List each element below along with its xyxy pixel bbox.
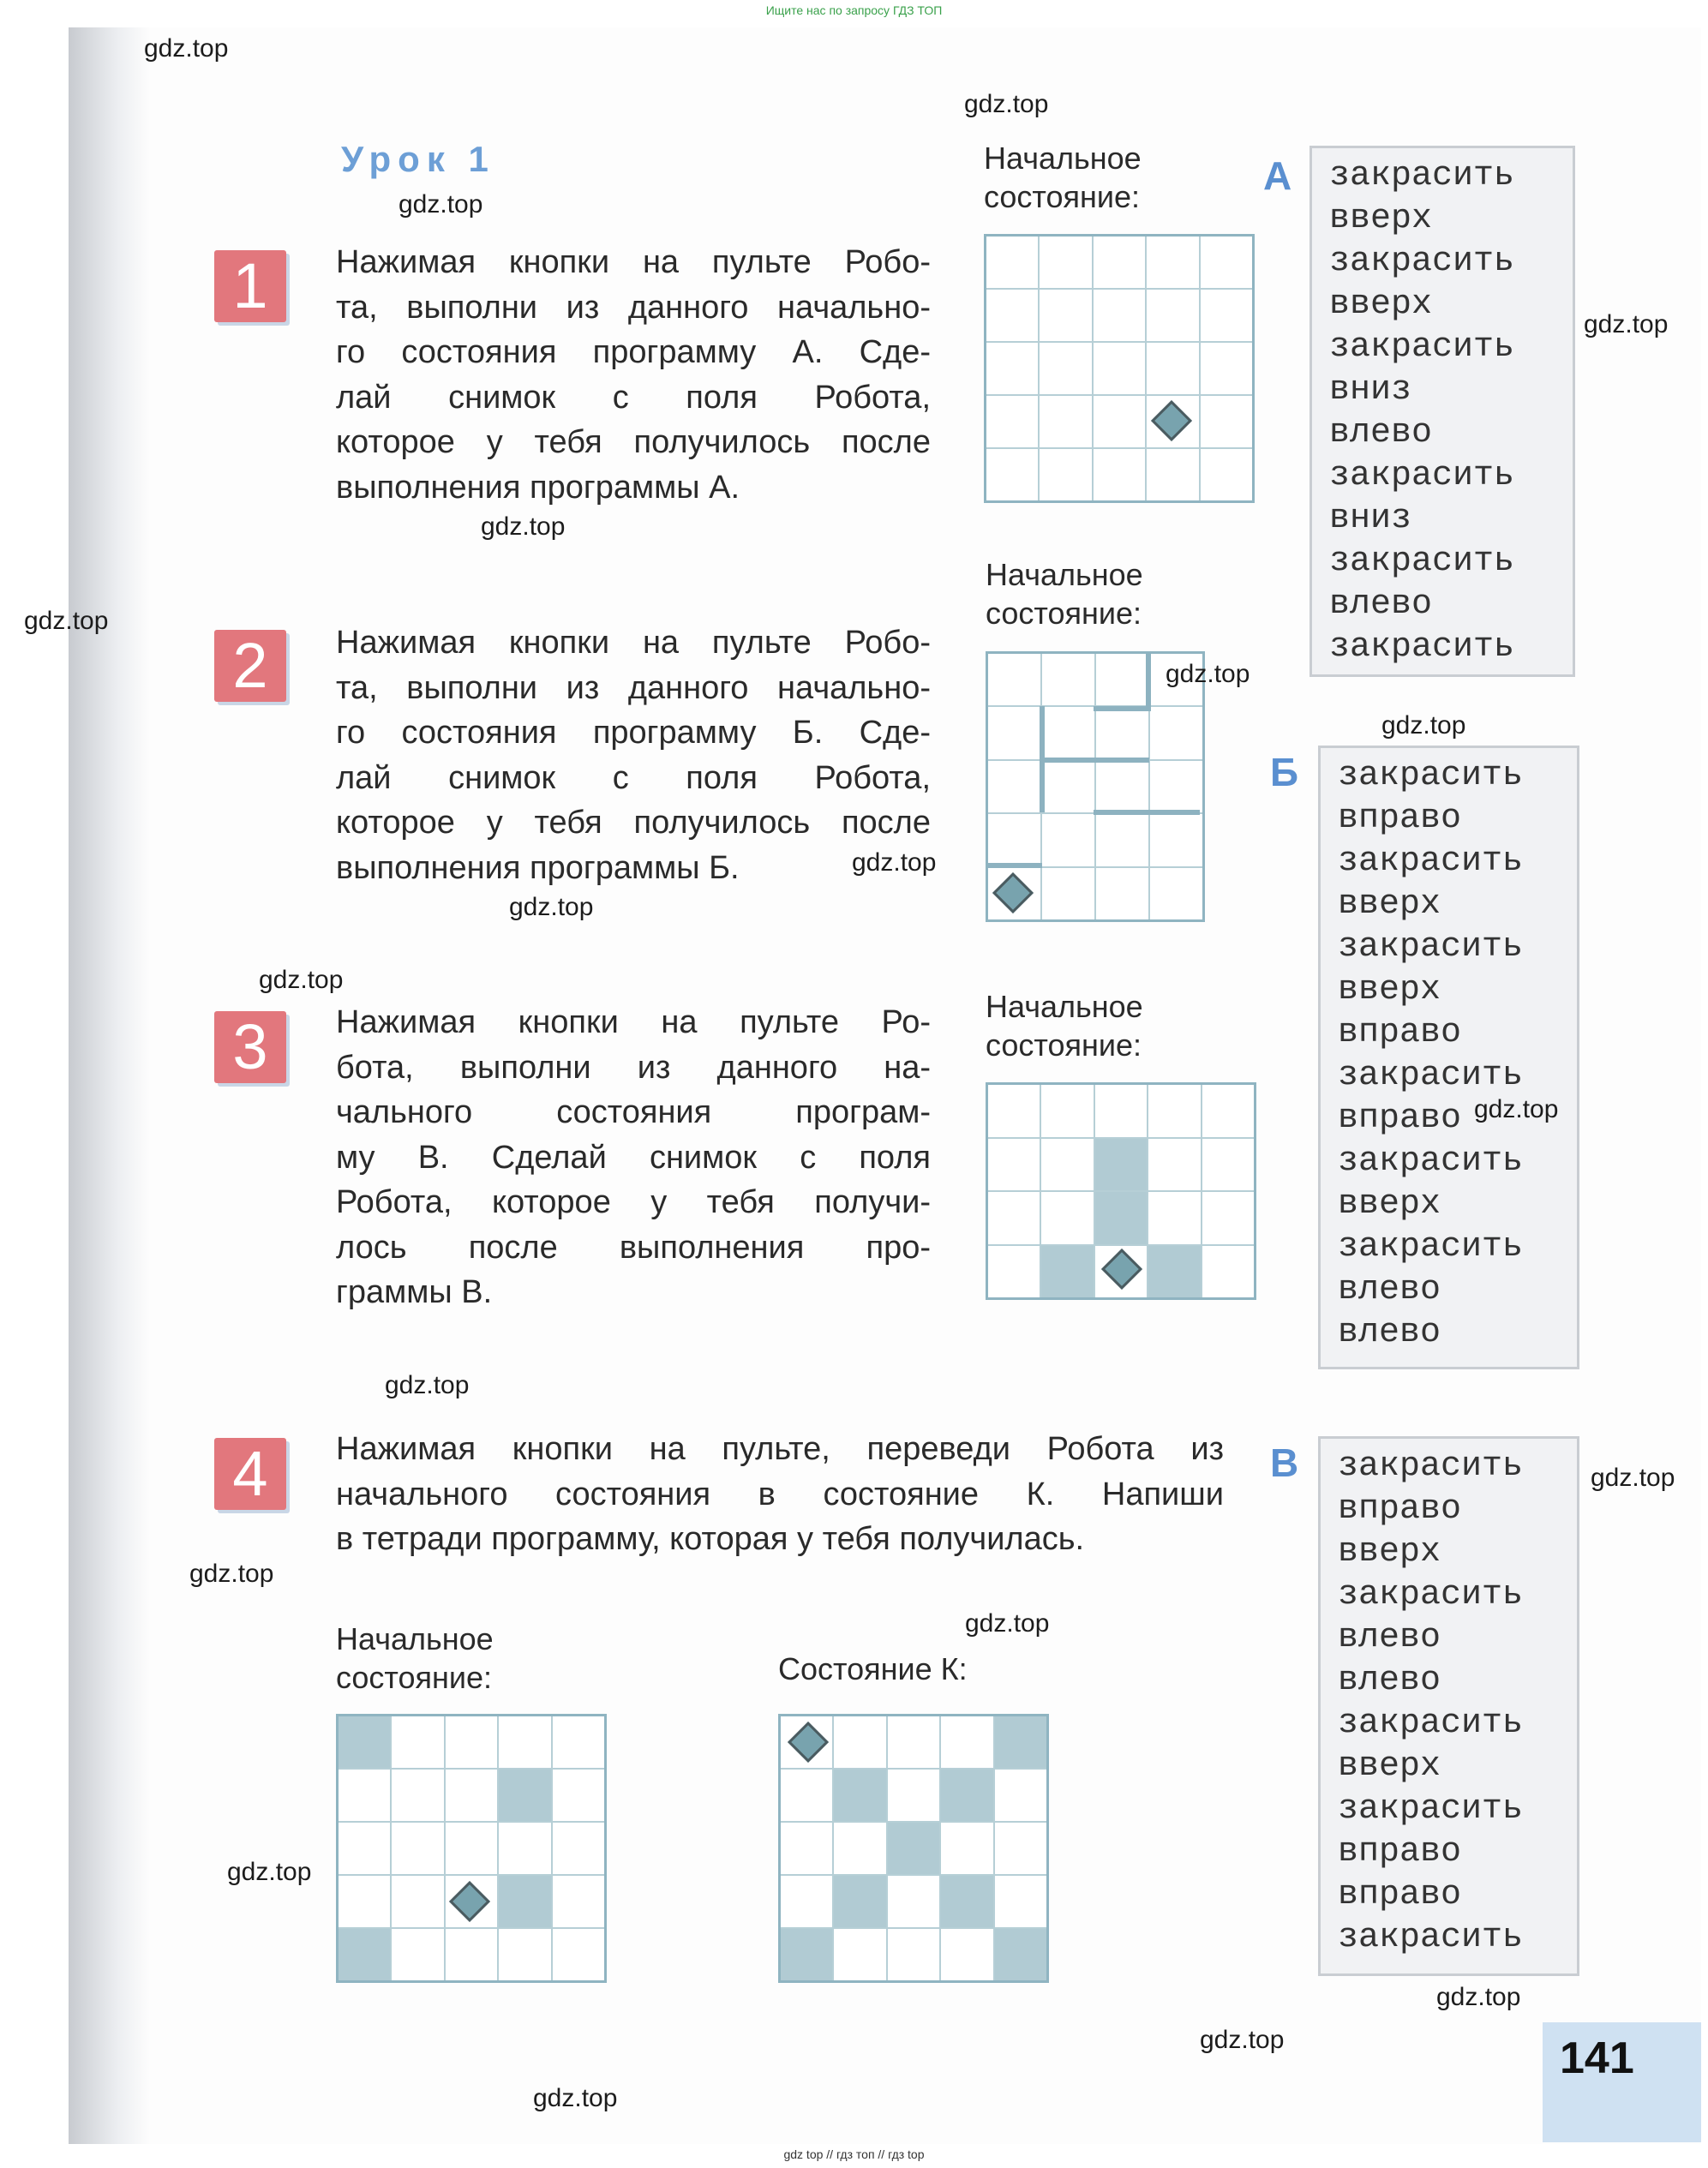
program-b-box [1318,746,1579,1369]
program-command: закрасить [1338,842,1524,881]
watermark: gdz.top [259,966,344,994]
bottom-banner: gdz top // гдз топ // гдз top [783,2147,925,2161]
program-command: закрасить [1338,1142,1524,1181]
task-1-number: 1 [214,250,286,322]
task-1-line: лай снимок с поля Робота, [336,379,931,416]
state-label-line1: Начальное [336,1621,494,1656]
program-command: влево [1338,1662,1441,1700]
task-2-line: го состояния программу Б. Сде- [336,715,931,751]
page-binding-shadow [69,27,150,2144]
program-command: влево [1329,585,1433,624]
page-number: 141 [1560,2033,1634,2083]
watermark: gdz.top [227,1858,312,1886]
program-command: вправо [1338,1490,1462,1529]
program-b-letter: Б [1270,750,1299,794]
watermark: gdz.top [509,893,594,921]
task-4-line: в тетради программу, которая у тебя получилась. [336,1521,1085,1557]
program-command: влево [1338,1271,1441,1309]
program-command: вверх [1338,1747,1441,1786]
program-command: вверх [1329,285,1433,324]
task-1-line: Нажимая кнопки на пульте Робо- [336,244,931,280]
watermark: gdz.top [1166,660,1250,688]
program-command: закрасить [1338,1057,1524,1095]
program-command: закрасить [1329,457,1515,495]
watermark: gdz.top [965,1609,1050,1638]
program-command: закрасить [1338,757,1524,795]
program-command: вверх [1338,1533,1441,1572]
task-2-line: которое у тебя получилось после [336,805,931,841]
program-v-box [1318,1436,1579,1976]
watermark: gdz.top [189,1560,274,1588]
task-1-line: та, выполни из данного начально- [336,289,931,326]
watermark: gdz.top [399,190,483,219]
task-2-line: выполнения программы Б. [336,849,740,886]
state-label-line1: Начальное [986,989,1143,1024]
field-wall [1040,758,1149,763]
task-1-state-label [984,139,1142,216]
watermark: gdz.top [1584,310,1669,338]
state-label-line2: состояние: [984,179,1141,214]
watermark: gdz.top [1436,1983,1521,2011]
task-1-line: которое у тебя получилось после [336,424,931,460]
program-command: закрасить [1338,1919,1524,1957]
task-4-text [336,1427,1224,1562]
watermark: gdz.top [1474,1095,1559,1123]
program-command: вверх [1338,885,1441,924]
watermark: gdz.top [852,848,937,877]
task-4-initial-grid [336,1714,607,1983]
task-3-line: Нажимая кнопки на пульте Ро- [336,1004,931,1040]
program-command: вправо [1338,1833,1462,1872]
task-3-line: чального состояния програм- [336,1094,931,1130]
program-a-letter: А [1263,153,1292,198]
program-command: закрасить [1329,628,1515,667]
state-label-line2: состояние: [986,1027,1142,1063]
watermark: gdz.top [964,90,1049,118]
task-1-text [336,240,931,510]
program-a-box [1309,146,1575,677]
watermark: gdz.top [385,1371,470,1399]
task-4-state-k-grid [778,1714,1049,1983]
task-3-state-label [986,987,1143,1064]
watermark: gdz.top [1591,1464,1675,1492]
top-banner: Ищите нас по запросу ГДЗ ТОП [765,3,943,17]
watermark: gdz.top [533,2084,618,2112]
task-3-line: бота, выполни из данного на- [336,1049,931,1086]
program-command: вверх [1338,971,1441,1009]
field-wall [1094,706,1151,711]
program-command: вниз [1329,371,1412,410]
program-command: закрасить [1329,328,1515,367]
program-command: закрасить [1338,1576,1524,1614]
program-v-letter: В [1270,1440,1299,1485]
watermark: gdz.top [24,607,109,635]
program-command: влево [1338,1314,1441,1352]
lesson-title: Урок 1 [341,139,495,179]
watermark: gdz.top [481,512,566,541]
program-command: закрасить [1338,1228,1524,1267]
task-2-line: Нажимая кнопки на пульте Робо- [336,625,931,661]
program-command: закрасить [1338,1790,1524,1829]
program-command: вправо [1338,1876,1462,1914]
task-3-line: Робота, которое у тебя получи- [336,1184,931,1220]
task-3-line: граммы В. [336,1274,493,1310]
program-command: закрасить [1338,928,1524,967]
task-2-number: 2 [214,630,286,702]
task-3-line: му В. Сделай снимок с поля [336,1139,931,1176]
task-4-number: 4 [214,1438,286,1510]
program-command: вправо [1338,800,1462,838]
task-2-line: лай снимок с поля Робота, [336,759,931,796]
watermark: gdz.top [1200,2026,1285,2054]
task-2-line: та, выполни из данного начально- [336,669,931,706]
state-label-line1: Начальное [984,141,1142,176]
program-command: закрасить [1338,1704,1524,1743]
task-1-field-grid [984,234,1255,503]
program-command: вверх [1338,1185,1441,1224]
task-2-text [336,620,931,890]
task-3-number: 3 [214,1011,286,1083]
watermark: gdz.top [144,34,229,63]
watermark: gdz.top [1381,711,1466,740]
state-k-label: Состояние К: [778,1651,968,1686]
program-command: вниз [1329,500,1412,538]
program-command: закрасить [1329,157,1515,195]
state-label-line2: состояние: [986,596,1142,631]
task-4-line: Нажимая кнопки на пульте, переведи Робота из [336,1431,1224,1467]
task-1-line: го состояния программу А. Сде- [336,334,931,370]
program-command: вверх [1329,200,1433,238]
task-3-text [336,1000,931,1315]
task-3-line: лось после выполнения про- [336,1229,931,1266]
task-1-line: выполнения программы А. [336,469,740,506]
program-command: закрасить [1338,1447,1524,1486]
program-command: закрасить [1329,542,1515,581]
field-wall [987,863,1042,868]
field-wall [1146,653,1151,710]
program-command: вправо [1338,1099,1462,1138]
program-command: закрасить [1329,243,1515,281]
field-wall [1094,810,1200,815]
state-label-line2: состояние: [336,1660,493,1695]
program-command: влево [1329,414,1433,452]
state-label-line1: Начальное [986,557,1143,592]
task-4-line: начального состояния в состояние К. Напиши [336,1476,1224,1512]
program-command: влево [1338,1619,1441,1657]
program-command: вправо [1338,1014,1462,1052]
task-4-state-label [336,1620,494,1697]
task-2-state-label [986,555,1143,632]
